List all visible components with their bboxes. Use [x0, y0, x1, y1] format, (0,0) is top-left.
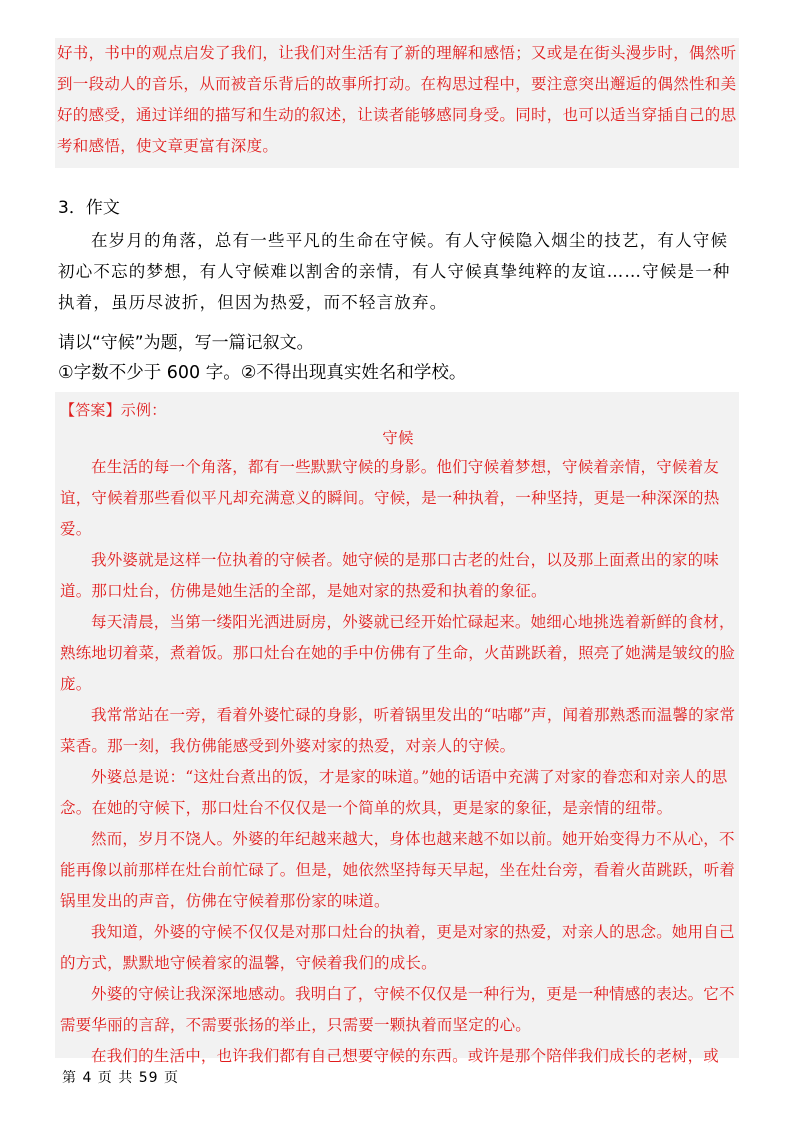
essay-paragraph: 我外婆就是这样一位执着的守候者。她守候的是那口古老的灶台，以及那上面煮出的家的味道。那口灶台，仿佛是她生活的全部，是她对家的热爱和执着的象征。 — [60, 551, 720, 600]
answer-label: 【答案】示例： — [60, 401, 167, 419]
question-requirements: ①字数不少于 600 字。②不得出现真实姓名和学校。 — [58, 363, 467, 383]
answer-block — [55, 392, 739, 1065]
essay-paragraph: 在我们的生活中，也许我们都有自己想要守候的东西。或许是那个陪伴我们成长的老树，或 — [91, 1047, 720, 1065]
text-line: 考和感悟，使文章更富有深度。 — [57, 137, 279, 155]
question-prompt: 在岁月的角落，总有一些平凡的生命在守候。有人守候隐入烟尘的技艺，有人守候初心不忘的梦想，有人守候难以割舍的亲情，有人守候真挚纯粹的友谊……守候是一种执着，虽历尽波折，但因为热爱，而不轻言放弃。 — [58, 231, 731, 312]
text-line: 好的感受，通过详细的描写和生动的叙述，让读者能够感同身受。同时，也可以适当穿插自己的思 — [57, 106, 737, 124]
question-instruction: 请以“守候”为题，写一篇记叙文。 — [58, 333, 314, 353]
essay-paragraph: 外婆的守候让我深深地感动。我明白了，守候不仅仅是一种行为，更是一种情感的表达。它不需要华丽的言辞，不需要张扬的举止，只需要一颗执着而坚定的心。 — [60, 985, 735, 1034]
previous-answer-continuation — [55, 38, 739, 168]
text-line: 好书，书中的观点启发了我们，让我们对生活有了新的理解和感悟；又或是在街头漫步时，偶然听 — [57, 44, 737, 62]
essay-paragraph: 外婆总是说：“这灶台煮出的饭，才是家的味道。”她的话语中充满了对家的眷恋和对亲人的思念。在她的守候下，那口灶台不仅仅是一个简单的炊具，更是家的象征，是亲情的纽带。 — [60, 768, 728, 817]
essay-title: 守候 — [382, 429, 414, 447]
essay-paragraph: 然而，岁月不饶人。外婆的年纪越来越大，身体也越来越不如以前。她开始变得力不从心，不能再像以前那样在灶台前忙碌了。但是，她依然坚持每天早起，坐在灶台旁，看着火苗跳跃，听着锅里发出的声音，仿佛在守候着那份家的味道。 — [60, 830, 736, 910]
essay-paragraph: 每天清晨，当第一缕阳光洒进厨房，外婆就已经开始忙碌起来。她细心地挑选着新鲜的食材，熟练地切着菜，煮着饭。那口灶台在她的手中仿佛有了生命，火苗跳跃着，照亮了她满是皱纹的脸庞。 — [60, 613, 736, 693]
essay-paragraph: 我知道，外婆的守候不仅仅是对那口灶台的执着，更是对家的热爱，对亲人的思念。她用自己的方式，默默地守候着家的温馨，守候着我们的成长。 — [60, 923, 735, 972]
question-heading: 3．作文 — [58, 198, 120, 218]
essay-paragraph: 我常常站在一旁，看着外婆忙碌的身影，听着锅里发出的“咕嘟”声，闻着那熟悉而温馨的家常菜香。那一刻，我仿佛能感受到外婆对家的热爱，对亲人的守候。 — [60, 706, 736, 755]
text-line: 到一段动人的音乐，从而被音乐背后的故事所打动。在构思过程中，要注意突出邂逅的偶然性和美 — [57, 75, 737, 93]
page-number: 第 4 页 共 59 页 — [62, 1070, 179, 1086]
essay-paragraph: 在生活的每一个角落，都有一些默默守候的身影。他们守候着梦想，守候着亲情，守候着友谊，守候着那些看似平凡却充满意义的瞬间。守候，是一种执着，一种坚持，更是一种深深的热爱。 — [60, 458, 720, 538]
